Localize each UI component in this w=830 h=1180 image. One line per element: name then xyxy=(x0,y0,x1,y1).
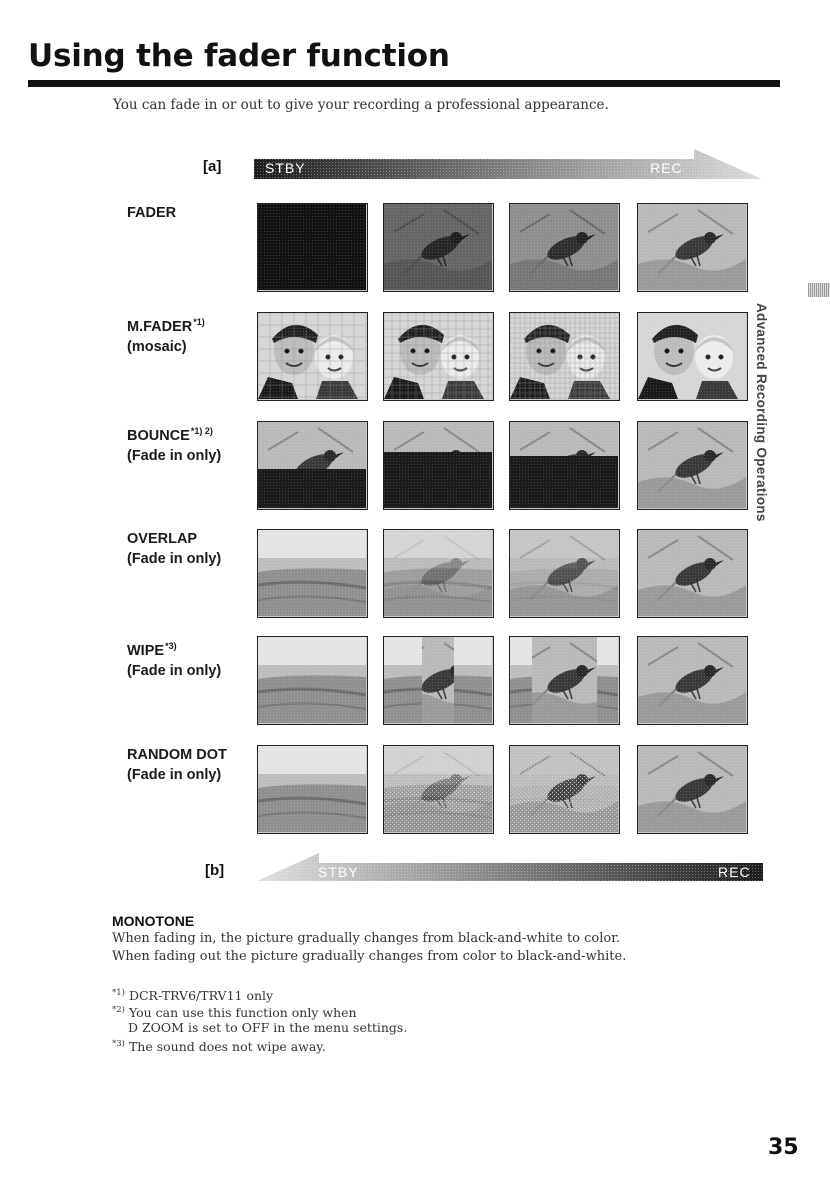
frame-image xyxy=(384,313,492,399)
frame-image xyxy=(384,530,492,616)
fader-frame xyxy=(383,529,494,618)
frame-image xyxy=(510,313,618,399)
frame-image xyxy=(258,422,366,508)
fader-frame xyxy=(257,203,368,292)
frame-image xyxy=(638,422,746,508)
monotone-heading: MONOTONE xyxy=(112,913,195,929)
frame-image xyxy=(638,530,746,616)
frame-image xyxy=(384,422,492,508)
fader-frame xyxy=(637,203,748,292)
fader-frame xyxy=(257,529,368,618)
fader-frame xyxy=(257,312,368,401)
label-overlap: OVERLAP (Fade in only) xyxy=(127,531,222,567)
fader-frame xyxy=(257,421,368,510)
bar-a-rec: REC xyxy=(650,160,683,176)
fader-frame xyxy=(637,745,748,834)
fader-frame xyxy=(509,421,620,510)
frame-image xyxy=(384,204,492,290)
fader-frame xyxy=(509,636,620,725)
fader-frame xyxy=(509,312,620,401)
bar-b-stby: STBY xyxy=(318,864,359,880)
bar-a-stby: STBY xyxy=(265,160,306,176)
frame-image xyxy=(510,637,618,723)
frame-image xyxy=(258,204,366,290)
frame-image xyxy=(510,530,618,616)
frame-image xyxy=(638,746,746,832)
bar-a-tag: [a] xyxy=(203,158,222,175)
fader-frame xyxy=(509,529,620,618)
bar-b-tag: [b] xyxy=(205,862,225,879)
fader-frame xyxy=(383,636,494,725)
label-bounce: $BOUNCE^{*1) 2)}$ (Fade in only) xyxy=(127,426,222,464)
page-number: 35 xyxy=(768,1135,799,1160)
frame-image xyxy=(510,746,618,832)
intro-text: You can fade in or out to give your recording a professional appearance. xyxy=(113,97,609,113)
label-wipe: WIPE$^{*3)}$ (Fade in only) xyxy=(127,641,222,679)
frame-image xyxy=(510,204,618,290)
fader-frame xyxy=(637,529,748,618)
frame-image xyxy=(258,637,366,723)
monotone-line-1: When fading in, the picture gradually changes from black-and-white to color. xyxy=(112,931,621,946)
section-tab-marker xyxy=(808,283,830,297)
bar-b-rec: REC xyxy=(718,864,751,880)
label-random-dot: RANDOM DOT (Fade in only) xyxy=(127,747,227,783)
title-rule xyxy=(28,80,780,87)
fader-frame xyxy=(637,312,748,401)
fader-frame xyxy=(383,745,494,834)
label-fader: FADER xyxy=(127,205,177,221)
frame-image xyxy=(384,746,492,832)
note-2-continued: D ZOOM is set to OFF in the menu settings. xyxy=(128,1020,408,1035)
fader-frame xyxy=(383,421,494,510)
frame-image xyxy=(258,313,366,399)
frame-image xyxy=(384,637,492,723)
label-mfader: M.FADER$^{*1)}$ (mosaic) xyxy=(127,317,205,355)
frame-image xyxy=(510,422,618,508)
fader-frame xyxy=(637,636,748,725)
frame-image xyxy=(638,204,746,290)
side-section-label: Advanced Recording Operations xyxy=(754,303,769,522)
note-2: $^{*2)}$ You can use this function only when xyxy=(112,1005,357,1020)
fader-frame xyxy=(509,745,620,834)
fader-frame xyxy=(509,203,620,292)
note-3: $^{*3)}$ The sound does not wipe away. xyxy=(112,1039,326,1054)
fader-frame xyxy=(637,421,748,510)
fader-frame xyxy=(257,745,368,834)
frame-image xyxy=(638,313,746,399)
note-1: $^{*1)}$ DCR-TRV6/TRV11 only xyxy=(112,988,274,1003)
fader-frame xyxy=(383,203,494,292)
fader-frame xyxy=(383,312,494,401)
monotone-line-2: When fading out the picture gradually changes from color to black-and-white. xyxy=(112,949,627,964)
page-title: Using the fader function xyxy=(28,38,450,74)
fade-in-bar xyxy=(254,147,762,179)
fader-frame xyxy=(257,636,368,725)
frame-image xyxy=(258,530,366,616)
frame-image xyxy=(258,746,366,832)
frame-image xyxy=(638,637,746,723)
